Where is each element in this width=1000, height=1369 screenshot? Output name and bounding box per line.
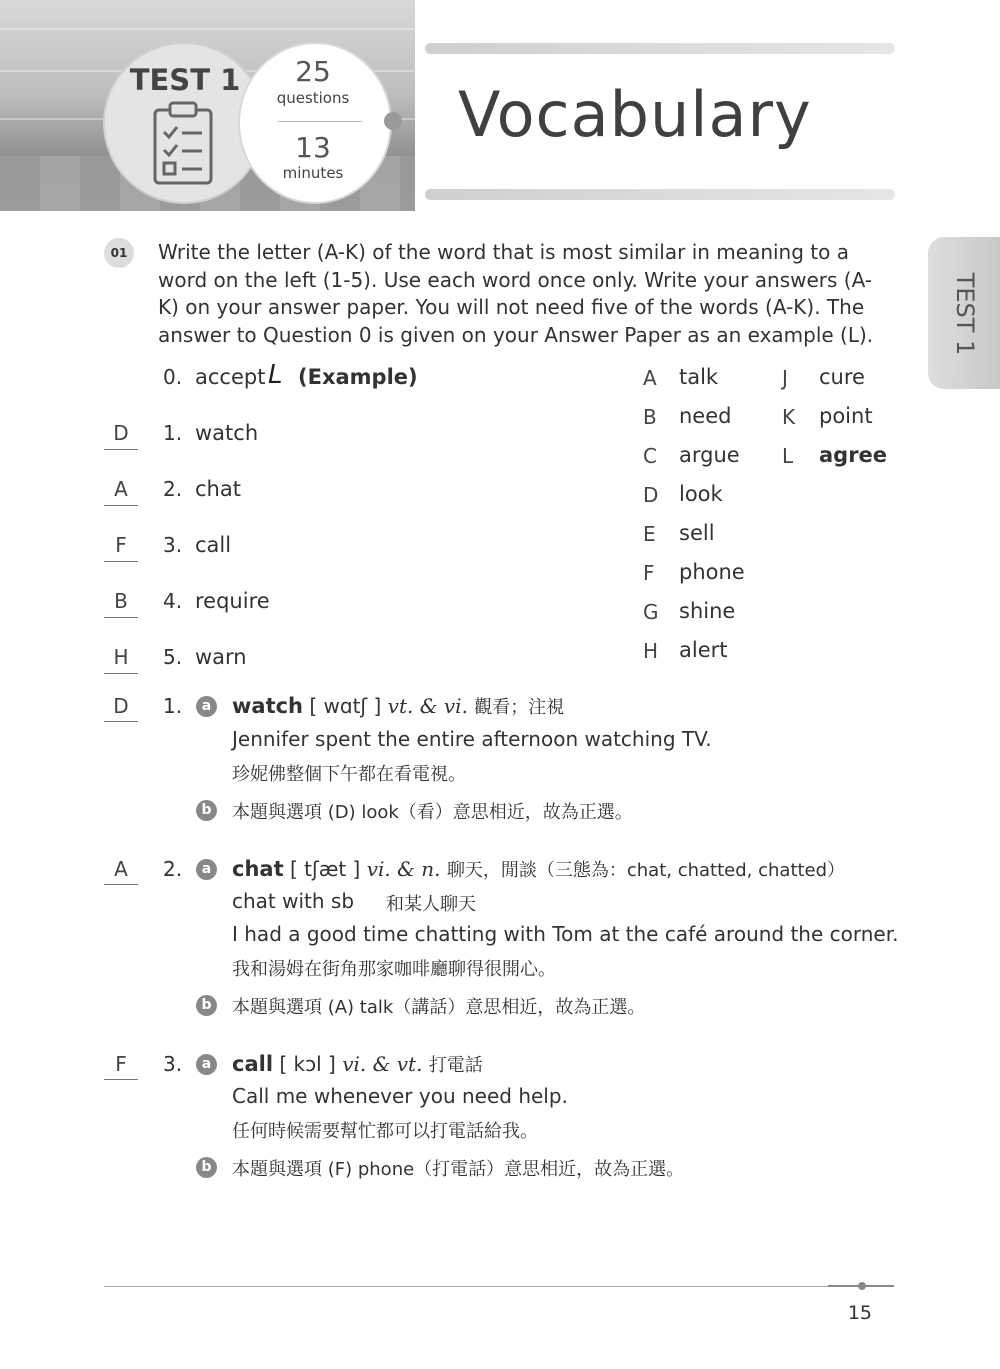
marker-b-icon: b [196, 1157, 217, 1178]
answer-underline [104, 617, 138, 618]
option-letter: H [643, 639, 659, 663]
question-number: 1. [163, 421, 183, 445]
marker-a-icon: a [196, 1054, 217, 1075]
option-letter: D [643, 483, 659, 507]
badge-dot [384, 112, 402, 130]
explanation-note: 本題與選項 (D) look（看）意思相近，故為正選。 [232, 802, 633, 823]
question-word: call [195, 533, 232, 557]
option-word: point [819, 404, 873, 428]
marker-a-icon: a [196, 859, 217, 880]
marker-b-icon: b [196, 995, 217, 1016]
question-answer: F [115, 533, 127, 557]
example-word: accept [195, 365, 266, 389]
phrase-zh: 和某人聊天 [386, 894, 476, 915]
phrase-en: chat with sb [232, 889, 355, 913]
explanation-note: 本題與選項 (F) phone（打電話）意思相近，故為正選。 [232, 1159, 685, 1180]
explanation-number: 3. [163, 1052, 183, 1076]
questions-count: 25 [295, 55, 331, 88]
minutes-label: minutes [282, 164, 344, 182]
side-tab-label: TEST 1 [951, 272, 979, 356]
badge-divider [278, 121, 362, 122]
footer-rule [104, 1286, 894, 1287]
test-label: TEST 1 [129, 63, 241, 97]
example-sentence-zh: 珍妮佛整個下午都在看電視。 [232, 764, 466, 785]
minutes-count: 13 [295, 131, 331, 164]
explanation-answer: F [115, 1052, 127, 1076]
question-word: watch [195, 421, 259, 445]
explanation-number: 1. [163, 694, 183, 718]
meaning: 觀看；注視 [474, 697, 565, 718]
entry-heading [232, 693, 564, 719]
clipboard-icon [152, 100, 214, 186]
example-sentence-en: Jennifer spent the entire afternoon watching TV. [232, 727, 712, 751]
explanation-number: 2. [163, 857, 183, 881]
option-word: sell [679, 521, 715, 545]
example-sentence-zh: 我和湯姆在街角那家咖啡廳聊得很開心。 [232, 959, 556, 980]
option-letter: K [782, 405, 796, 429]
option-word: talk [679, 365, 719, 389]
answer-underline [104, 449, 138, 450]
answer-underline [104, 561, 138, 562]
answer-underline [104, 721, 138, 722]
answer-underline [104, 1079, 138, 1080]
option-word: alert [679, 638, 728, 662]
question-answer: A [114, 477, 128, 501]
meaning: 打電話 [428, 1055, 483, 1076]
option-word: look [679, 482, 723, 506]
footer-dot [858, 1282, 866, 1290]
part-of-speech: vi. & vt. [342, 1052, 423, 1076]
part-of-speech: vt. & vi. [387, 694, 468, 718]
option-letter: C [643, 444, 657, 468]
questions-label: questions [276, 89, 350, 107]
question-number: 3. [163, 533, 183, 557]
question-number: 2. [163, 477, 183, 501]
question-answer: B [114, 589, 128, 613]
question-word: chat [195, 477, 241, 501]
example-label: (Example) [298, 365, 418, 389]
answer-underline [104, 884, 138, 885]
option-letter: B [643, 405, 657, 429]
question-answer: D [113, 421, 129, 445]
option-letter: E [643, 522, 656, 546]
question-answer: H [113, 645, 129, 669]
example-number: 0. [163, 365, 183, 389]
option-word-example: agree [819, 443, 888, 467]
answer-underline [104, 505, 138, 506]
explanation-answer: A [114, 857, 128, 881]
option-word: phone [679, 560, 745, 584]
marker-a-icon: a [196, 696, 217, 717]
explanation-note: 本題與選項 (A) talk（講話）意思相近，故為正選。 [232, 997, 646, 1018]
marker-b-icon: b [196, 800, 217, 821]
example-sentence-en: Call me whenever you need help. [232, 1084, 568, 1108]
part-of-speech: vi. & n. [366, 857, 441, 881]
option-letter: A [643, 366, 657, 390]
page-number: 15 [847, 1302, 872, 1324]
instructions-text: Write the letter (A-K) of the word that is most similar in meaning to a word on the left (1-5). Use each word once only. Write your answers (A-K) on your answer paper. You will not need five of the words (A-K). The answer to Question 0 is given on your Answer Paper as an example (L). [158, 240, 874, 347]
entry-heading [232, 856, 845, 882]
question-word: require [195, 589, 270, 613]
example-handwritten-answer: L [268, 360, 283, 390]
example-sentence-zh: 任何時候需要幫忙都可以打電話給我。 [232, 1121, 538, 1142]
option-word: cure [819, 365, 865, 389]
page-title: Vocabulary [458, 78, 812, 151]
option-letter: L [782, 444, 794, 468]
title-bar-bottom [425, 189, 895, 200]
section-number: 01 [104, 238, 134, 268]
example-sentence-en: I had a good time chatting with Tom at the café around the corner. [232, 922, 899, 946]
question-number: 5. [163, 645, 183, 669]
phonetic: [ tʃæt ] [289, 857, 361, 881]
option-word: argue [679, 443, 740, 467]
option-word: need [679, 404, 732, 428]
phonetic: [ wɑtʃ ] [309, 694, 382, 718]
option-letter: J [782, 366, 788, 390]
phonetic: [ kɔl ] [279, 1052, 336, 1076]
explanation-answer: D [113, 694, 129, 718]
headword: call [232, 1052, 274, 1076]
entry-heading [232, 1051, 483, 1077]
meaning: 聊天，閒談（三態為：chat, chatted, chatted） [446, 860, 846, 881]
headword: chat [232, 857, 284, 881]
option-word: shine [679, 599, 736, 623]
headword: watch [232, 694, 304, 718]
option-letter: F [643, 561, 655, 585]
option-letter: G [643, 600, 659, 624]
question-number: 4. [163, 589, 183, 613]
answer-underline [104, 673, 138, 674]
question-word: warn [195, 645, 247, 669]
title-bar-top [425, 43, 895, 54]
